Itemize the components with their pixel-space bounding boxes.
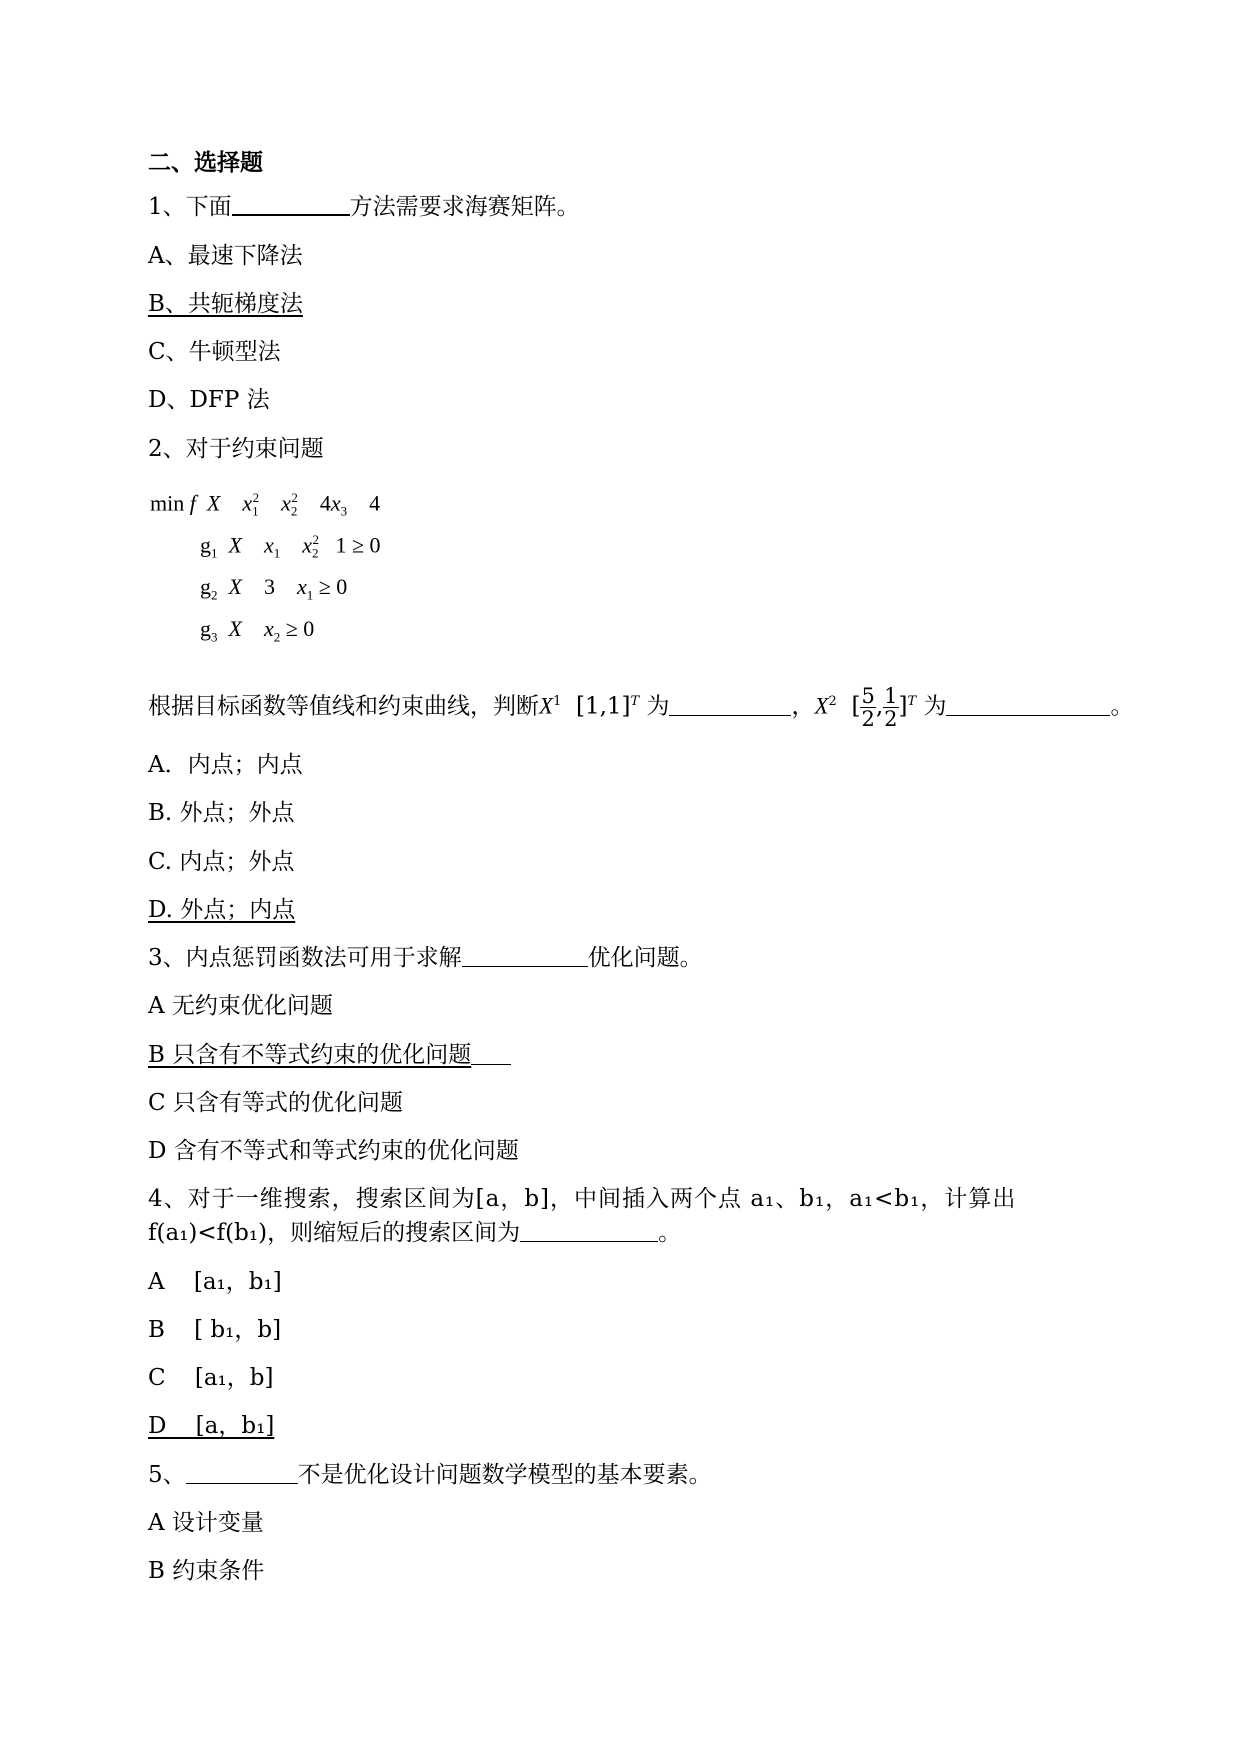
q4-option-c: C [a₁，b] (148, 1365, 274, 1391)
q3-blank (462, 944, 588, 967)
q2-end: 。 (1110, 693, 1134, 720)
q2-option-d: D. 外点；内点 (148, 897, 296, 923)
q4-option-a: A [a₁，b₁] (148, 1269, 282, 1295)
question-5 (148, 1460, 712, 1490)
q4-blank (520, 1219, 658, 1242)
q2-c2-end: ≥ 0 (318, 574, 348, 599)
q2-wei-2: 为 (923, 693, 947, 720)
q2-c1-tail: 1 ≥ 0 (335, 532, 381, 558)
q2-x1: X (539, 693, 554, 719)
q4-option-b: B [ b₁，b] (148, 1317, 282, 1343)
q4-line-2 (148, 1218, 681, 1248)
q1-blank (232, 192, 350, 216)
q2-judge-line: 根据目标函数等值线和约束曲线，判断$X^1$ $[1,1]^T$ 为 ，$X^2$ [ $\frac{5}{2}$ , $\frac{1}{2}$ ]$^T$ 为 。 (148, 684, 1134, 731)
q2-frac-2: $\frac{1}{2}$ (884, 684, 898, 731)
q1-prefix: 1、下面 (148, 194, 232, 220)
q1-option-d: D、DFP 法 (148, 387, 270, 413)
q5-prefix: 5、 (148, 1462, 186, 1488)
q3-prefix: 3、内点惩罚函数法可用于求解 (148, 945, 462, 971)
q4-option-d: D [a，b₁] (148, 1413, 275, 1439)
section-title: 二、选择题 (148, 150, 263, 176)
q2-option-a: A．内点；内点 (148, 752, 303, 778)
q5-option-a: A 设计变量 (148, 1510, 264, 1536)
q2-constraint-2: $g_2$ X 3 $x_1 \ge 0$ (200, 574, 348, 603)
q3-option-a: A 无约束优化问题 (148, 993, 333, 1019)
q5-option-b: B 约束条件 (148, 1558, 265, 1584)
q2-blank-2 (946, 693, 1110, 716)
question-1 (148, 192, 580, 222)
q2-constraint-3: $g_3$ X $x_2 \ge 0$ (200, 616, 315, 645)
q2-frac-1: $\frac{5}{2}$ (861, 684, 875, 731)
q1-option-a: A、最速下降法 (148, 243, 303, 269)
q2-option-c: C. 内点；外点 (148, 849, 295, 875)
q2-constraint-1: $g_1$ X $x_1$ $x_2^2$ 1 ≥ 0 (200, 532, 381, 561)
q2-x1-val: [1,1] (575, 693, 631, 720)
q3-suffix: 优化问题。 (587, 945, 703, 971)
q4-line-1: 4、对于一维搜索，搜索区间为[a，b]，中间插入两个点 a₁、b₁，a₁<b₁，计算出 (148, 1186, 1017, 1212)
q5-suffix: 不是优化设计问题数学模型的基本要素。 (297, 1462, 712, 1488)
question-3 (148, 943, 703, 973)
q2-c2-const: 3 (263, 574, 275, 599)
q5-blank (186, 1461, 298, 1484)
q2-objective: min f X $x_1^2$ $x_2^2$ $4x_3$ 4 (150, 490, 381, 519)
q1-suffix: 方法需要求海赛矩阵。 (349, 194, 580, 220)
q3-option-c: C 只含有等式的优化问题 (148, 1090, 403, 1116)
q1-option-b: B、共轭梯度法 (148, 291, 303, 317)
q2-wei-1: 为 (646, 693, 670, 720)
q3-option-b-underline-tail (471, 1042, 511, 1065)
q2-judge-prefix: 根据目标函数等值线和约束曲线，判断 (148, 693, 539, 720)
q3-option-b: B 只含有不等式约束的优化问题 (148, 1042, 472, 1068)
q1-option-c: C、牛顿型法 (148, 339, 281, 365)
q2-prompt: 2、对于约束问题 (148, 436, 324, 462)
q2-option-b: B. 外点；外点 (148, 800, 295, 826)
q4-line2-prefix: f(a₁)<f(b₁)，则缩短后的搜索区间为 (148, 1220, 521, 1246)
q4-line2-suffix: 。 (658, 1220, 682, 1246)
q2-x2: X (814, 693, 829, 719)
q2-comma: ， (791, 693, 815, 720)
q3-option-d: D 含有不等式和等式约束的优化问题 (148, 1138, 519, 1164)
q3-option-b-wrap (148, 1040, 511, 1070)
q2-blank-1 (669, 693, 791, 716)
q2-c3-tail: ≥ 0 (285, 616, 315, 641)
